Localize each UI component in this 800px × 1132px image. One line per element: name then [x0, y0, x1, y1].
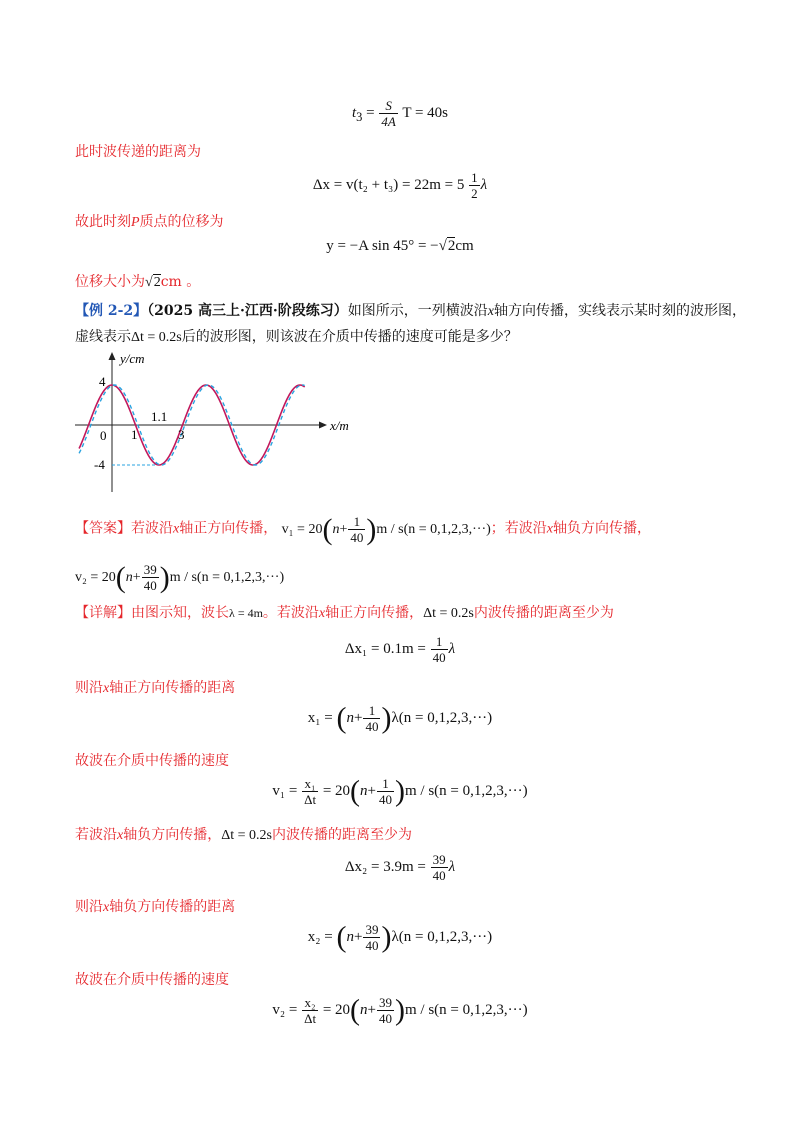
text-line: 故此时刻P质点的位移为 — [75, 214, 224, 230]
fraction: $\frac{1}{2}$ — [471, 170, 478, 201]
text-line: 位移大小为√2cm 。 — [75, 274, 201, 290]
answer-tag: 【答案】 — [75, 520, 131, 537]
x-tick-label-3: 3 — [178, 427, 185, 442]
equation-x1: x₁ = (n+ $\frac{1}{40}$ )λ(n = 0,1,2,3,···) — [307, 701, 493, 735]
equation-v1: v₁ = $\frac{\text{x₁}}{\Delta t}$ = 20(n+ $\frac{1}{40}$ )m / s(n = 0,1,2,3,···) — [272, 774, 528, 808]
x-axis-label: x/m — [330, 418, 349, 433]
x-tick-label-1: 1 — [131, 427, 138, 442]
text-line: 若波沿x轴负方向传播，Δt = 0.2s内波传播的距离至少为 — [75, 827, 412, 843]
equation-dx: Δx = v(t₂ + t₃) = 22m = 5 $\frac{1}{2}$ λ — [312, 170, 488, 201]
example-question-line-2: 虚线表示Δt = 0.2s后的波形图，则该波在介质中传播的速度可能是多少？ — [75, 329, 518, 345]
equation-dx1: Δx₁ = 0.1m = $\frac{1}{40}$ λ — [344, 634, 456, 665]
text-line: 故波在介质中传播的速度 — [75, 753, 229, 769]
annotation-label: 1.1 — [151, 409, 168, 424]
answer-line-2: v₂ = 20(n+ $\frac{39}{40}$ )m / s(n = 0,1,2,3,···) — [75, 560, 285, 594]
equation-v2: v₂ = $\frac{\text{x₂}}{\Delta t}$ = 20(n+ $\frac{39}{40}$ )m / s(n = 0,1,2,3,···) — [272, 993, 528, 1027]
x-axis-arrow — [319, 422, 327, 429]
y-axis-label: y/cm — [120, 351, 145, 366]
answer-line-1: 【答案】若波沿x轴正方向传播， v₁ = 20(n+ $\frac{1}{40}$ )m / s(n = 0,1,2,3,···)；若波沿x轴负方向传播， — [75, 512, 652, 546]
equation-y: y = −A sin 45° = −√2cm — [326, 238, 474, 254]
fraction: $\frac{S}{4A}$ — [381, 98, 396, 129]
detail-tag: 【详解】 — [75, 605, 131, 621]
equation-t3: $t_3$ = $\frac{S}{4A}$ T = 40s — [351, 98, 449, 129]
text-line: 故波在介质中传播的速度 — [75, 972, 229, 988]
example-tag: 【例 2-2】 — [75, 303, 148, 319]
y-axis-arrow — [109, 352, 116, 360]
y-tick-label-4: 4 — [99, 374, 106, 389]
wave-graph — [65, 350, 349, 495]
equation-x2: x₂ = (n+ $\frac{39}{40}$ )λ(n = 0,1,2,3,···) — [307, 920, 493, 954]
y-tick-label-neg4: -4 — [94, 457, 105, 472]
example-source: （2025 高三上·江西·阶段练习） — [147, 303, 348, 319]
equation-dx2: Δx₂ = 3.9m = $\frac{39}{40}$ λ — [344, 852, 456, 883]
text-line: 则沿x轴负方向传播的距离 — [75, 899, 236, 915]
text-line: 此时波传递的距离为 — [75, 144, 201, 160]
example-question-line-1: 【例 2-2】（2025 高三上·江西·阶段练习）如图所示，一列横波沿x轴方向传播，实线表示某时刻的波形图， — [75, 303, 746, 319]
detail-line: 【详解】由图示知，波长λ = 4m。若波沿x轴正方向传播，Δt = 0.2s内波传播的距离至少为 — [75, 605, 614, 621]
x-tick-label-0: 0 — [100, 428, 107, 443]
text-line: 则沿x轴正方向传播的距离 — [75, 680, 236, 696]
